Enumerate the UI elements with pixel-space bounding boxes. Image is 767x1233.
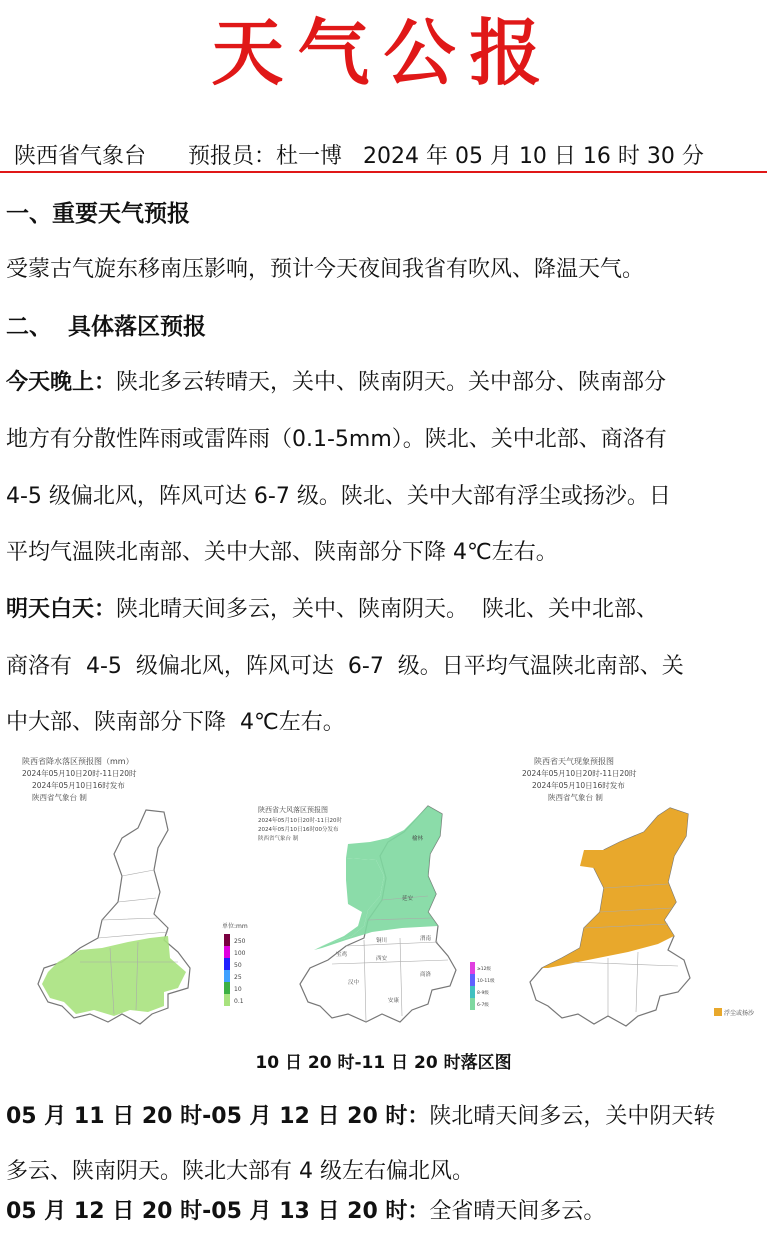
forecaster: 预报员：杜一博 (187, 144, 342, 169)
tomorrow-line-3: 中大部、陕南部分下降 4℃左右。 (6, 710, 345, 735)
svg-text:商洛: 商洛 (420, 972, 432, 978)
svg-text:陕西省气象台 制: 陕西省气象台 制 (32, 793, 87, 802)
outlook-1-line-2: 多云、陕南阴天。陕北大部有 4 级左右偏北风。 (6, 1159, 474, 1184)
svg-text:2024年05月10日16时发布: 2024年05月10日16时发布 (532, 781, 625, 790)
svg-text:陕西省气象台 制: 陕西省气象台 制 (258, 836, 299, 842)
svg-text:0.1: 0.1 (234, 998, 244, 1005)
svg-text:汉中: 汉中 (348, 980, 360, 986)
precip-map-title: 陕西省降水落区预报图（mm） (22, 757, 134, 766)
svg-text:25: 25 (234, 974, 242, 981)
svg-text:西安: 西安 (376, 956, 388, 962)
svg-text:2024年05月10日20时-11日20时: 2024年05月10日20时-11日20时 (22, 769, 137, 778)
svg-text:2024年05月10日16时00分发布: 2024年05月10日16时00分发布 (258, 827, 339, 833)
outlook-2-label: 05 月 12 日 20 时-05 月 13 日 20 时： (6, 1199, 430, 1224)
phenomena-map-title: 陕西省天气现象预报图 (534, 757, 614, 766)
svg-text:铜川: 铜川 (376, 938, 388, 944)
wind-map-title: 陕西省大风落区预报图 (258, 806, 328, 814)
svg-text:≥12级: ≥12级 (477, 967, 491, 972)
svg-text:10-11级: 10-11级 (477, 979, 495, 984)
tonight-line-4: 平均气温陕北南部、关中大部、陕南部分下降 4℃左右。 (6, 540, 558, 565)
phenomena-legend (714, 1008, 755, 1017)
precip-legend-title: 单位:mm (222, 923, 248, 930)
svg-text:陕西省气象台 制: 陕西省气象台 制 (548, 793, 603, 802)
svg-text:250: 250 (234, 938, 246, 945)
svg-text:宝鸡: 宝鸡 (336, 952, 348, 958)
bulletin-title: 天气公报 (211, 10, 556, 95)
tonight-label: 今天晚上： (6, 370, 117, 395)
header-divider (0, 171, 767, 173)
svg-text:8-9级: 8-9级 (477, 991, 489, 996)
wind-legend (470, 962, 495, 1010)
svg-text:渭南: 渭南 (420, 936, 432, 942)
issue-datetime: 2024 年 05 月 10 日 16 时 30 分 (362, 144, 704, 169)
outlook-1-line-1: 05 月 11 日 20 时-05 月 12 日 20 时：陕北晴天间多云，关中阴天转 (6, 1104, 716, 1129)
svg-text:浮尘或扬沙: 浮尘或扬沙 (724, 1010, 755, 1017)
svg-text:安康: 安康 (388, 998, 400, 1004)
header-info (14, 142, 704, 172)
svg-text:50: 50 (234, 962, 242, 969)
tonight-line-1: 今天晚上：陕北多云转晴天，关中、陕南阴天。关中部分、陕南部分 (6, 370, 667, 395)
tomorrow-line-1: 明天白天：陕北晴天间多云，关中、陕南阴天。 陕北、关中北部、 (6, 597, 659, 622)
svg-text:2024年05月10日20时-11日20时: 2024年05月10日20时-11日20时 (522, 769, 637, 778)
section2-heading: 二、 具体落区预报 (6, 314, 207, 340)
wind-map (252, 800, 497, 1035)
tonight-line-3: 4-5 级偏北风，阵风可达 6-7 级。陕北、关中大部有浮尘或扬沙。日 (6, 484, 671, 509)
precipitation-map (18, 752, 250, 1032)
svg-text:100: 100 (234, 950, 246, 957)
section1-text: 受蒙古气旋东移南压影响，预计今天夜间我省有吹风、降温天气。 (6, 257, 645, 282)
tomorrow-line-2: 商洛有 4-5 级偏北风，阵风可达 6-7 级。日平均气温陕北南部、关 (6, 654, 684, 679)
tonight-line-2: 地方有分散性阵雨或雷阵雨（0.1-5mm）。陕北、关中北部、商洛有 (6, 427, 667, 452)
outlook-2-line-1: 05 月 12 日 20 时-05 月 13 日 20 时：全省晴天间多云。 (6, 1199, 606, 1224)
phenomena-map (508, 752, 758, 1032)
issuing-org: 陕西省气象台 (14, 144, 147, 169)
svg-text:榆林: 榆林 (412, 836, 424, 842)
svg-text:2024年05月10日16时发布: 2024年05月10日16时发布 (32, 781, 125, 790)
svg-text:6-7级: 6-7级 (477, 1003, 489, 1008)
svg-text:2024年05月10日20时-11日20时: 2024年05月10日20时-11日20时 (258, 818, 342, 824)
section1-heading: 一、重要天气预报 (6, 201, 190, 227)
outlook-1-label: 05 月 11 日 20 时-05 月 12 日 20 时： (6, 1104, 430, 1129)
tomorrow-label: 明天白天： (6, 597, 117, 622)
svg-text:10: 10 (234, 986, 242, 993)
precip-legend (224, 934, 246, 1006)
maps-caption: 10 日 20 时-11 日 20 时落区图 (255, 1053, 512, 1073)
svg-text:延安: 延安 (402, 896, 414, 902)
